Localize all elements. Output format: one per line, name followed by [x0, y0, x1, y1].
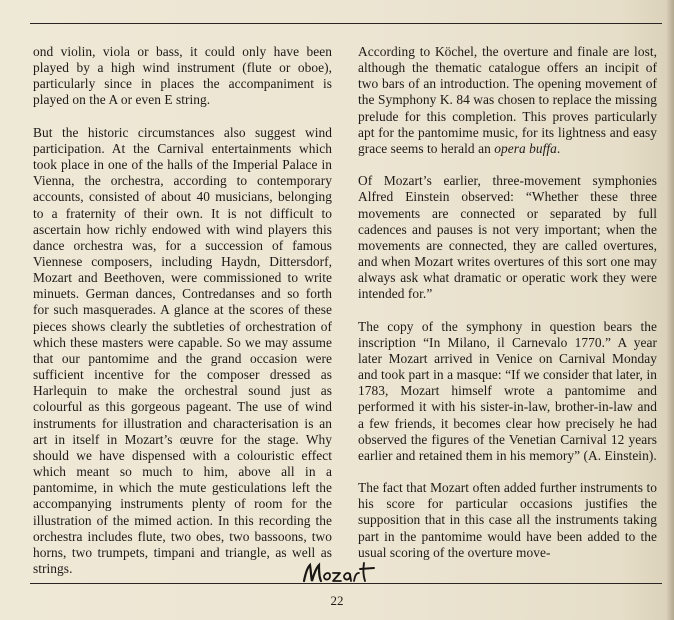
right-paragraph-1: [358, 44, 657, 157]
right-paragraph-1-end: .: [556, 140, 561, 156]
right-column: [358, 44, 657, 561]
left-paragraph-2: But the historic circumstances also suggest wind participation. At the Carnival entertainments which took place in one of the halls of the Imperial Palace in Vienna, the orchestra, according to contemporary accounts, consisted of about 40 musicians, belonging to a fraternity of their own. It is not difficult to ascertain how richly endowed with wind players this dance orchestra was, for a succession of famous Viennese composers, including Haydn, Dittersdorf, Mozart and Beethoven, were commissioned to write minuets. German dances, Contredanses and so forth for such masquerades. A glance at the scores of these pieces shows clearly the subtleties of orchestration of which these masters were capable. So we may assume that our pantomime and the grand occasion were sufficient incentive for the composer dressed as Harlequin to make the orchestral sound just as colourful as this gorgeous pageant. The use of wind instruments for illustration and characterisation is an art in itself in Mozart’s œuvre for the stage. Why should we have dispensed with a colouristic effect which meant so much to him, above all in a pantomime, in which the mute gesticulations left the accompanying instruments plenty of room for the illustration of the mimed action. In this recording the orchestra includes flute, two obes, two bassoons, two horns, two trumpets, timpani and triangle, as well as strings.: [33, 124, 332, 576]
mozart-signature: [300, 559, 378, 587]
right-paragraph-3: The copy of the symphony in question bears the inscription “In Milano, il Carnevalo 1770.” A year later Mozart arrived in Venice on Carnival Monday and took part in a masque: “If we consider that later, in 1783, Mozart himself wrote a pantomime and performed it with his sister-in-law, brother-in-law and a few friends, it becomes clear how precisely he had observed the figures of the Venetian Carnival 12 years earlier and retained them in his memory” (A. Einstein).: [358, 318, 657, 463]
left-paragraph-1: ond violin, viola or bass, it could only have been played by a high wind instrument (flute or oboe), particularly since in places the accompaniment is played on the A or even E string.: [33, 44, 332, 108]
page-number: 22: [330, 593, 344, 608]
right-paragraph-2: Of Mozart’s earlier, three-movement symphonies Alfred Einstein observed: “Whether these three movements are connected or separated by full cadences and pauses is not very important; when the movements are connected, they are called overtures, and when Mozart writes overtures of this sort one may always ask what dramatic or operatic work they were intended for.”: [358, 173, 657, 302]
opera-buffa-italic: opera buffa: [494, 140, 557, 156]
binding-shadow: [666, 0, 674, 620]
right-paragraph-1-text: According to Köchel, the overture and finale are lost, although the thematic catalogue offers an incipit of two bars of an introduction. The opening movement of the Symphony K. 84 was chosen to replace the missing prelude for this completion. This proves particularly apt for the pantomime music, for its lightness and easy grace seems to herald an: [358, 44, 657, 156]
top-rule: [30, 23, 662, 24]
left-column: [33, 44, 332, 577]
right-paragraph-4: The fact that Mozart often added further instruments to his score for particular occasions justifies the supposition that in this case all the instruments taking part in the pantomime would have been added to the usual scoring of the overture move-: [358, 480, 657, 560]
